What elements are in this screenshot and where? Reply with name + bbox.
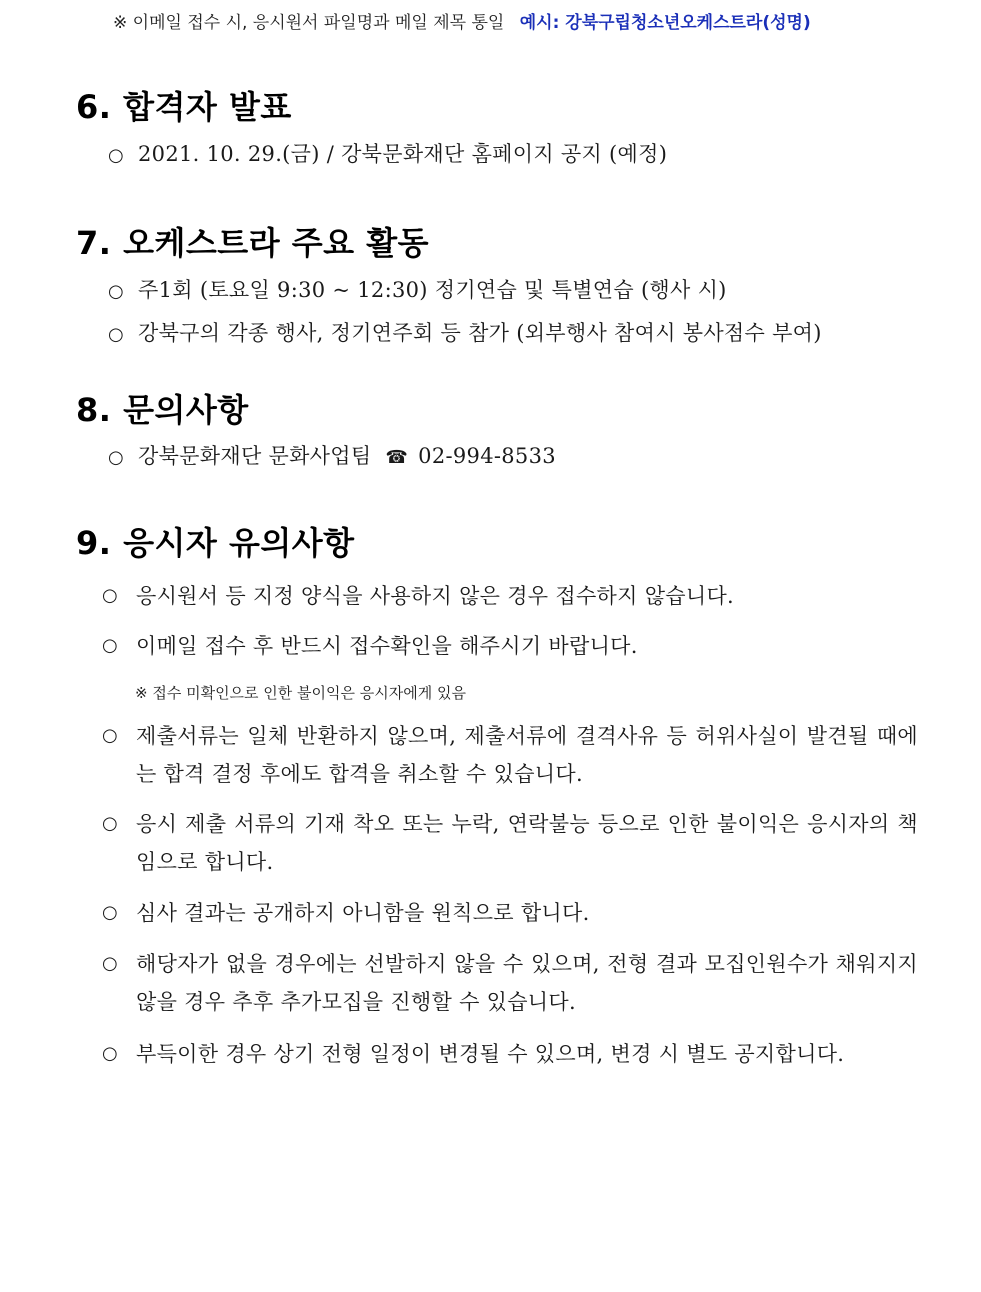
notice-item (102, 945, 918, 1021)
hollow-circle-bullet-icon: ○ (102, 585, 119, 606)
notice-item (102, 894, 918, 932)
hollow-circle-bullet-icon: ○ (102, 725, 119, 746)
section-8-heading: 8. 문의사항 (76, 391, 249, 429)
section-6-heading: 6. 합격자 발표 (76, 88, 292, 126)
notice-sub-note: ※ 접수 미확인으로 인한 불이익은 응시자에게 있음 (135, 684, 466, 702)
contact-phone-text: 02-994-8533 (418, 444, 556, 468)
notice-text: 제출서류는 일체 반환하지 않으며, 제출서류에 결격사유 등 허위사실이 발견될 때에는 합격 결정 후에도 합격을 취소할 수 있습니다. (136, 724, 918, 786)
section-7-item (108, 274, 727, 304)
section-9-heading: 9. 응시자 유의사항 (76, 524, 355, 562)
hollow-circle-bullet-icon: ○ (108, 324, 125, 345)
hollow-circle-bullet-icon: ○ (108, 447, 125, 468)
hollow-circle-bullet-icon: ○ (102, 813, 119, 834)
hollow-circle-bullet-icon: ○ (102, 953, 119, 974)
section-6-item (108, 138, 667, 168)
section-7-item (108, 317, 822, 347)
notice-item (102, 805, 918, 881)
email-note-example: 예시: 강북구립청소년오케스트라(성명) (519, 13, 811, 33)
notice-text: 심사 결과는 공개하지 아니함을 원칙으로 합니다. (136, 901, 590, 925)
phone-icon: ☎ (385, 447, 409, 468)
notice-text: 응시원서 등 지정 양식을 사용하지 않은 경우 접수하지 않습니다. (136, 584, 735, 608)
notice-text: 응시 제출 서류의 기재 착오 또는 누락, 연락불능 등으로 인한 불이익은 응시자의 책임으로 합니다. (136, 812, 918, 874)
hollow-circle-bullet-icon: ○ (108, 281, 125, 302)
email-submission-note (113, 8, 811, 33)
announcement-date-text: 2021. 10. 29.(금) / 강북문화재단 홈페이지 공지 (예정) (138, 142, 668, 166)
notice-text: 이메일 접수 후 반드시 접수확인을 해주시기 바랍니다. (136, 634, 638, 658)
section-7-heading: 7. 오케스트라 주요 활동 (76, 224, 430, 262)
notice-text: 해당자가 없을 경우에는 선발하지 않을 수 있으며, 전형 결과 모집인원수가 채워지지 않을 경우 추후 추가모집을 진행할 수 있습니다. (136, 952, 918, 1014)
hollow-circle-bullet-icon: ○ (102, 1043, 119, 1064)
notice-item (102, 627, 918, 665)
hollow-circle-bullet-icon: ○ (102, 902, 119, 923)
notice-item (102, 577, 918, 615)
hollow-circle-bullet-icon: ○ (108, 145, 125, 166)
notice-item (102, 717, 918, 793)
notice-text: 부득이한 경우 상기 전형 일정이 변경될 수 있으며, 변경 시 별도 공지합니다. (136, 1042, 845, 1066)
email-note-text: ※ 이메일 접수 시, 응시원서 파일명과 메일 제목 통일 (113, 13, 505, 33)
hollow-circle-bullet-icon: ○ (102, 635, 119, 656)
section-8-item (108, 440, 556, 470)
notice-item (102, 1035, 918, 1073)
activity-text: 주1회 (토요일 9:30 ~ 12:30) 정기연습 및 특별연습 (행사 시) (138, 278, 727, 302)
activity-text: 강북구의 각종 행사, 정기연주회 등 참가 (외부행사 참여시 봉사점수 부여) (138, 321, 822, 345)
contact-team-text: 강북문화재단 문화사업팀 (138, 444, 372, 468)
